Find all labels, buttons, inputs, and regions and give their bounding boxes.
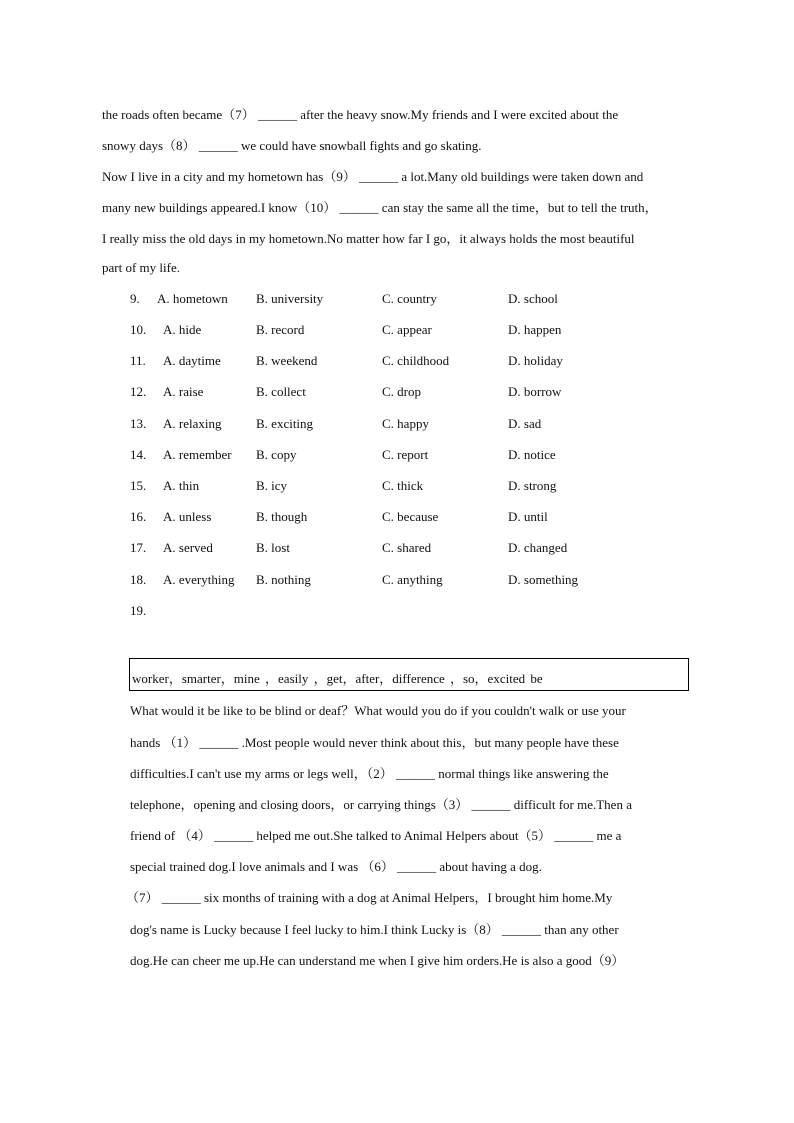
passage1-line-1: the roads often became（7） ______ after the heavy snow.My friends and I were excited about the xyxy=(102,107,619,122)
passage1-line-2: snowy days（8） ______ we could have snowball fights and go skating. xyxy=(102,138,482,153)
passage2-line-1: What would it be like to be blind or deaf？What would you do if you couldn't walk or use your xyxy=(130,703,626,718)
option-c: C. shared xyxy=(382,540,432,555)
passage2-line-5: friend of （4） ______ helped me out.She talked to Animal Helpers about（5） ______ me a xyxy=(130,828,622,843)
option-d: D. notice xyxy=(508,447,556,462)
question-number: 12. xyxy=(130,384,147,399)
option-a: A. unless xyxy=(163,509,212,524)
option-b: B. copy xyxy=(256,447,297,462)
option-d: D. school xyxy=(508,291,558,306)
option-b: B. exciting xyxy=(256,416,314,431)
option-d: D. something xyxy=(508,572,579,587)
option-b: B. though xyxy=(256,509,308,524)
question-number: 13. xyxy=(130,416,147,431)
passage1-line-4: many new buildings appeared.I know（10） ______ can stay the same all the time，but to tell the truth， xyxy=(102,200,658,215)
option-a: A. raise xyxy=(163,384,204,399)
question-number-19: 19. xyxy=(130,603,147,618)
option-b: B. lost xyxy=(256,540,290,555)
option-b: B. university xyxy=(256,291,324,306)
question-number: 9. xyxy=(130,291,140,306)
passage2-line-8: dog's name is Lucky because I feel lucky to him.I think Lucky is（8） ______ than any other xyxy=(130,922,619,937)
option-c: C. thick xyxy=(382,478,424,493)
option-d: D. changed xyxy=(508,540,568,555)
option-a: A. hometown xyxy=(157,291,228,306)
option-c: C. report xyxy=(382,447,429,462)
word-bank-text: worker，smarter，mine ，easily ，get，after，difference ，so，excited be xyxy=(132,671,543,686)
question-number: 14. xyxy=(130,447,147,462)
option-c: C. appear xyxy=(382,322,432,337)
question-number: 17. xyxy=(130,540,147,555)
option-c: C. anything xyxy=(382,572,443,587)
option-b: B. weekend xyxy=(256,353,318,368)
option-c: C. childhood xyxy=(382,353,450,368)
question-number: 16. xyxy=(130,509,147,524)
option-a: A. served xyxy=(163,540,213,555)
passage2-line-3: difficulties.I can't use my arms or legs well，（2） ______ normal things like answering the xyxy=(130,766,609,781)
option-b: B. record xyxy=(256,322,305,337)
option-d: D. sad xyxy=(508,416,542,431)
passage2-line-7: （7） ______ six months of training with a dog at Animal Helpers，I brought him home.My xyxy=(126,890,613,905)
option-c: C. country xyxy=(382,291,437,306)
passage1-line-3: Now I live in a city and my hometown has（9） ______ a lot.Many old buildings were taken down and xyxy=(102,169,644,184)
question-number: 11. xyxy=(130,353,146,368)
question-number: 18. xyxy=(130,572,147,587)
question-number: 15. xyxy=(130,478,147,493)
passage1-line-6: part of my life. xyxy=(102,260,180,275)
passage2-line-6: special trained dog.I love animals and I was （6） ______ about having a dog. xyxy=(130,859,542,874)
option-c: C. drop xyxy=(382,384,421,399)
option-b: B. collect xyxy=(256,384,306,399)
option-b: B. nothing xyxy=(256,572,311,587)
option-d: D. happen xyxy=(508,322,562,337)
question-number: 10. xyxy=(130,322,147,337)
passage1-line-5: I really miss the old days in my hometown.No matter how far I go，it always holds the most beautiful xyxy=(102,231,635,246)
passage2-line-2: hands （1） ______ .Most people would never think about this，but many people have these xyxy=(130,735,619,750)
word-bank-box xyxy=(129,658,689,691)
option-c: C. because xyxy=(382,509,439,524)
option-d: D. holiday xyxy=(508,353,563,368)
option-d: D. borrow xyxy=(508,384,562,399)
option-a: A. remember xyxy=(163,447,232,462)
option-a: A. hide xyxy=(163,322,202,337)
option-d: D. strong xyxy=(508,478,557,493)
option-b: B. icy xyxy=(256,478,288,493)
option-a: A. everything xyxy=(163,572,235,587)
option-a: A. thin xyxy=(163,478,200,493)
option-d: D. until xyxy=(508,509,548,524)
option-a: A. relaxing xyxy=(163,416,222,431)
option-c: C. happy xyxy=(382,416,429,431)
passage2-line-9: dog.He can cheer me up.He can understand me when I give him orders.He is also a good（9） xyxy=(130,953,625,968)
option-a: A. daytime xyxy=(163,353,221,368)
passage2-line-4: telephone，opening and closing doors，or carrying things（3） ______ difficult for me.Then a xyxy=(130,797,632,812)
